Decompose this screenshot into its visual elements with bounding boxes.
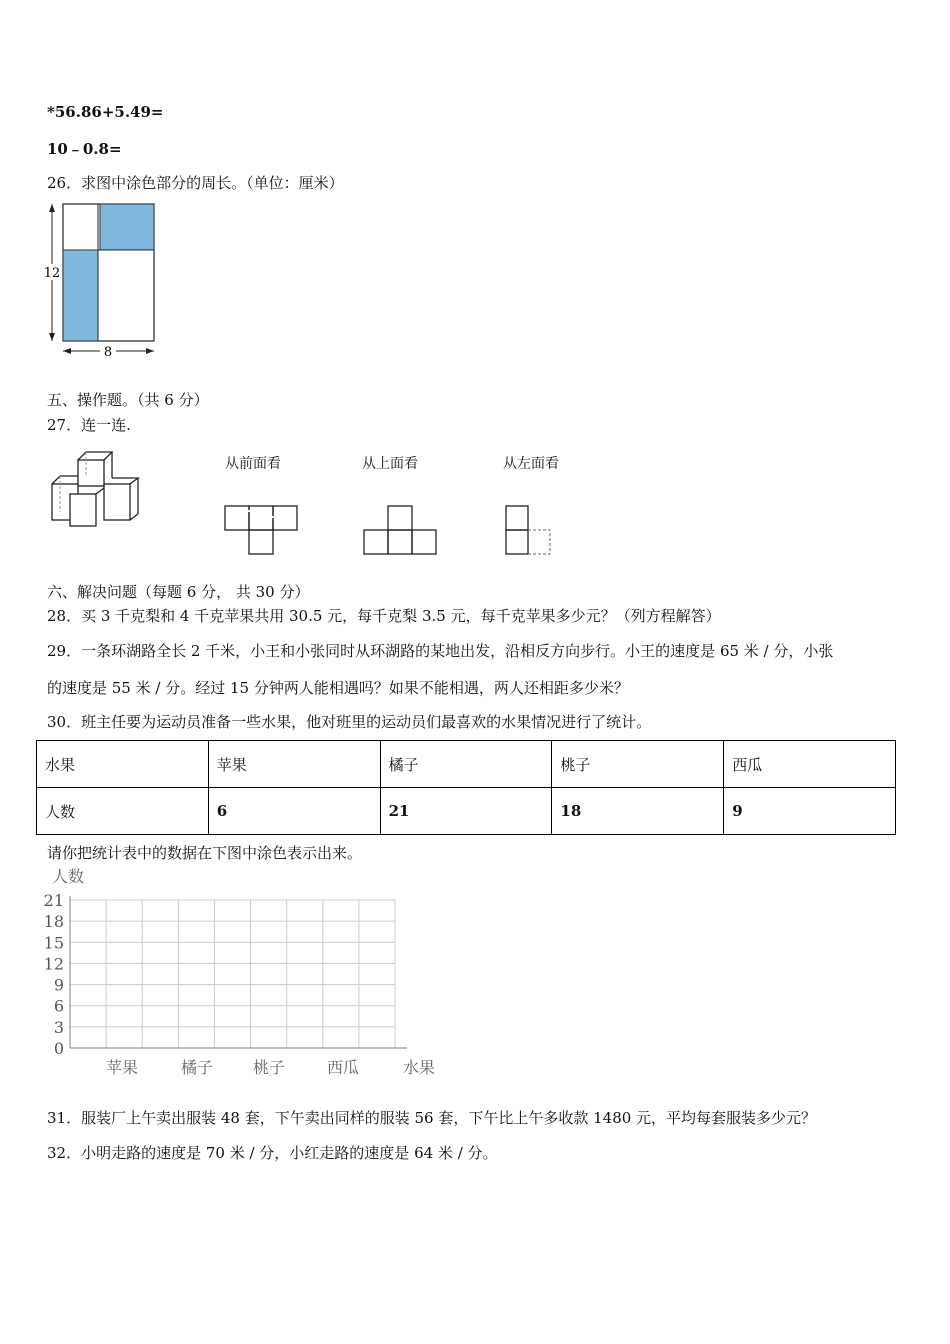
x-category-label: 苹果 [105, 1058, 139, 1077]
calc-line-1: *56.86+5.49= [47, 103, 164, 121]
y-tick-label: 0 [53, 1039, 64, 1058]
section-6-heading: 六、解决问题（每题 6 分， 共 30 分） [47, 583, 310, 601]
question-27: 27．连一连. [47, 416, 131, 434]
q30-instruction: 请你把统计表中的数据在下图中涂色表示出来。 [47, 844, 363, 862]
top-view-shape [360, 503, 442, 559]
y-tick-label: 3 [53, 1017, 64, 1037]
view-label-front: 从前面看 [225, 456, 281, 472]
y-tick-label: 18 [43, 912, 64, 932]
table-row [37, 788, 896, 835]
table-cell: 6 [208, 788, 380, 835]
question-29-line-1: 29．一条环湖路全长 2 千米，小王和小张同时从环湖路的某地出发，沿相反方向步行。小王的速度是 65 米 / 分，小张 [47, 642, 834, 660]
fruit-stats-table [36, 740, 896, 835]
table-header-row [37, 741, 896, 788]
shaded-top-rect [100, 204, 154, 250]
section-5-heading: 五、操作题。（共 6 分） [47, 391, 209, 409]
y-tick-label: 12 [43, 954, 64, 974]
question-26: 26．求图中涂色部分的周长。（单位：厘米） [47, 174, 344, 192]
table-cell: 18 [552, 788, 724, 835]
shaded-left-rect [63, 250, 98, 341]
table-cell: 人数 [37, 788, 209, 835]
table-cell: 9 [724, 788, 896, 835]
front-view-shape [222, 500, 304, 558]
x-axis-title: 水果 [403, 1058, 436, 1077]
table-cell: 橘子 [380, 741, 552, 788]
calc-line-2: 10﹣0.8= [47, 140, 122, 158]
height-label: 12 [43, 266, 61, 281]
left-view-shape [500, 503, 556, 559]
fruit-bar-chart [30, 862, 450, 1084]
x-category-label: 桃子 [252, 1058, 286, 1077]
view-label-top: 从上面看 [362, 456, 418, 472]
question-30: 30．班主任要为运动员准备一些水果，他对班里的运动员们最喜欢的水果情况进行了统计。 [47, 713, 652, 731]
y-tick-label: 21 [43, 891, 64, 910]
y-axis-title: 人数 [52, 867, 85, 886]
question-31: 31．服装厂上午卖出服装 48 套，下午卖出同样的服装 56 套，下午比上午多收款 1480 元，平均每套服装多少元？ [47, 1109, 817, 1127]
table-cell: 苹果 [208, 741, 380, 788]
q26-figure [38, 198, 168, 360]
width-label: 8 [103, 345, 113, 360]
cube-stack-figure [48, 448, 158, 532]
question-28: 28．买 3 千克梨和 4 千克苹果共用 30.5 元，每千克梨 3.5 元，每千克苹果多少元？（列方程解答） [47, 607, 721, 625]
view-label-left: 从左面看 [503, 456, 559, 472]
y-tick-label: 9 [53, 975, 64, 995]
y-tick-label: 15 [43, 933, 64, 953]
table-cell: 水果 [37, 741, 209, 788]
question-29-line-2: 的速度是 55 米 / 分。经过 15 分钟两人能相遇吗？如果不能相遇，两人还相距多少米？ [47, 679, 629, 697]
x-category-label: 橘子 [180, 1058, 214, 1077]
table-cell: 西瓜 [724, 741, 896, 788]
y-tick-label: 6 [53, 996, 64, 1016]
x-category-label: 西瓜 [326, 1058, 360, 1077]
question-32: 32．小明走路的速度是 70 米 / 分，小红走路的速度是 64 米 / 分。 [47, 1144, 498, 1162]
table-cell: 21 [380, 788, 552, 835]
table-cell: 桃子 [552, 741, 724, 788]
